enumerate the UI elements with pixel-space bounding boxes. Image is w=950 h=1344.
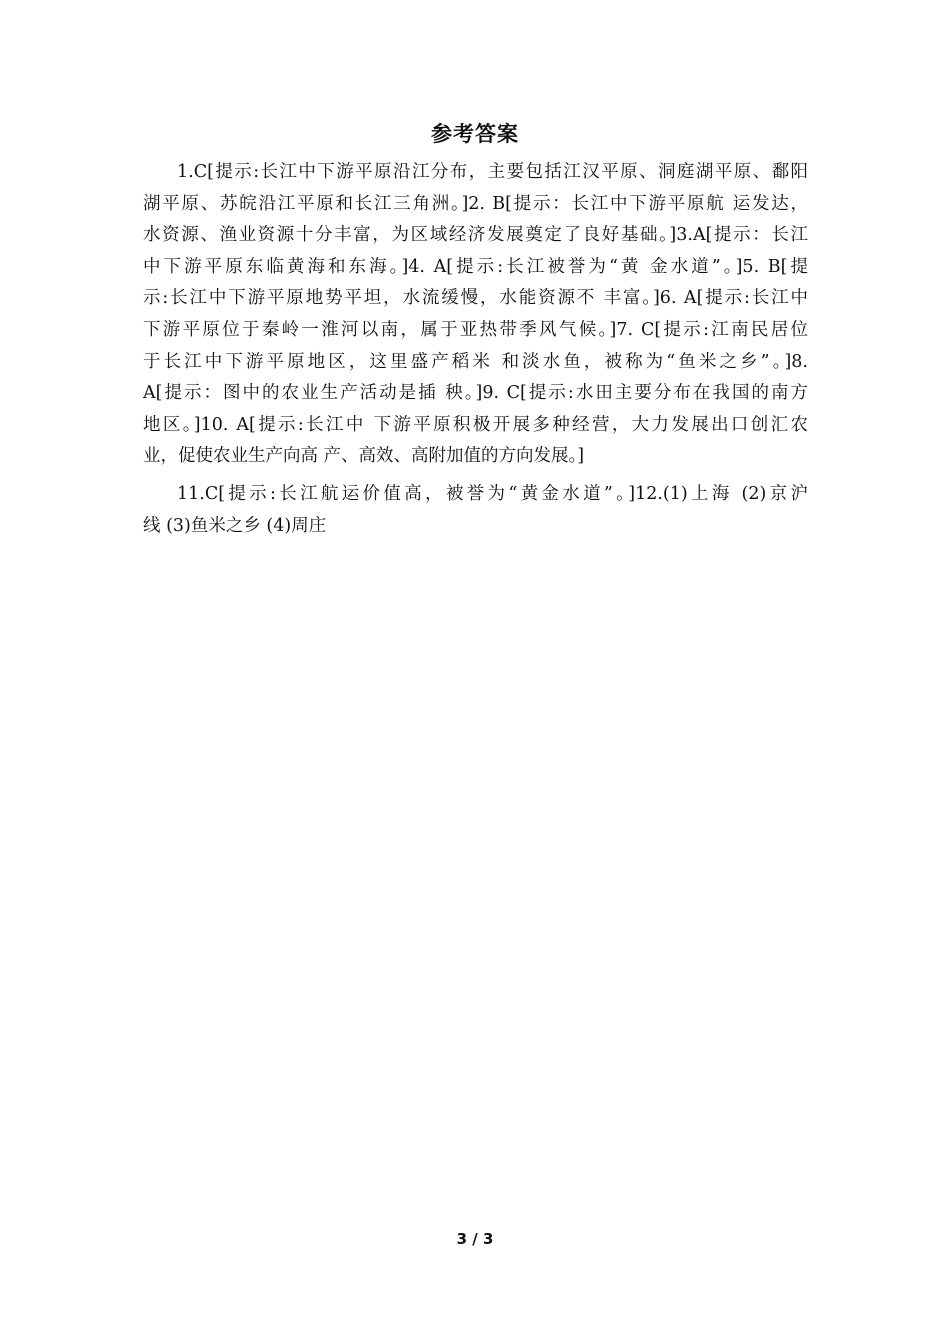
text-line: 于长江中下游平原地区，这里盛产稻米 和淡水鱼，被称为“鱼米之乡”。]8. xyxy=(143,351,808,372)
text-line: 中下游平原东临黄海和东海。]4. A[提示:长江被誉为“黄 金水道”。]5. B[提 xyxy=(143,256,808,277)
text-line: 线 (3)鱼米之乡 (4)周庄 xyxy=(143,515,327,536)
text-line: 湖平原、苏皖沿江平原和长江三角洲。]2. B[提示：长江中下游平原航 运发达， xyxy=(143,193,808,214)
answer-paragraph-1 xyxy=(143,157,808,473)
text-line: 示:长江中下游平原地势平坦，水流缓慢，水能资源不 丰富。]6. A[提示:长江中 xyxy=(143,288,808,309)
answer-paragraph-2 xyxy=(143,479,808,542)
text-line: 下游平原位于秦岭一淮河以南，属于亚热带季风气候。]7. C[提示:江南民居位 xyxy=(143,319,808,340)
answer-body xyxy=(143,157,808,542)
text-line: 业，促使农业生产向高 产、高效、高附加值的方向发展。] xyxy=(143,446,585,467)
page-title: 参考答案 xyxy=(431,122,519,146)
text-line: 1.C[提示:长江中下游平原沿江分布，主要包括江汉平原、洞庭湖平原、鄱阳 xyxy=(177,162,808,182)
page-number: 3 / 3 xyxy=(456,1230,494,1248)
text-line: A[提示：图中的农业生产活动是插 秧。]9. C[提示:水田主要分布在我国的南方 xyxy=(143,383,808,404)
text-line: 水资源、渔业资源十分丰富，为区域经济发展奠定了良好基础。]3.A[提示：长江 xyxy=(143,225,808,246)
text-line: 地区。]10. A[提示:长江中 下游平原积极开展多种经营，大力发展出口创汇农 xyxy=(143,414,808,435)
text-line: 11.C[提示:长江航运价值高，被誉为“黄金水道”。]12.(1)上海 (2)京沪 xyxy=(177,483,808,504)
